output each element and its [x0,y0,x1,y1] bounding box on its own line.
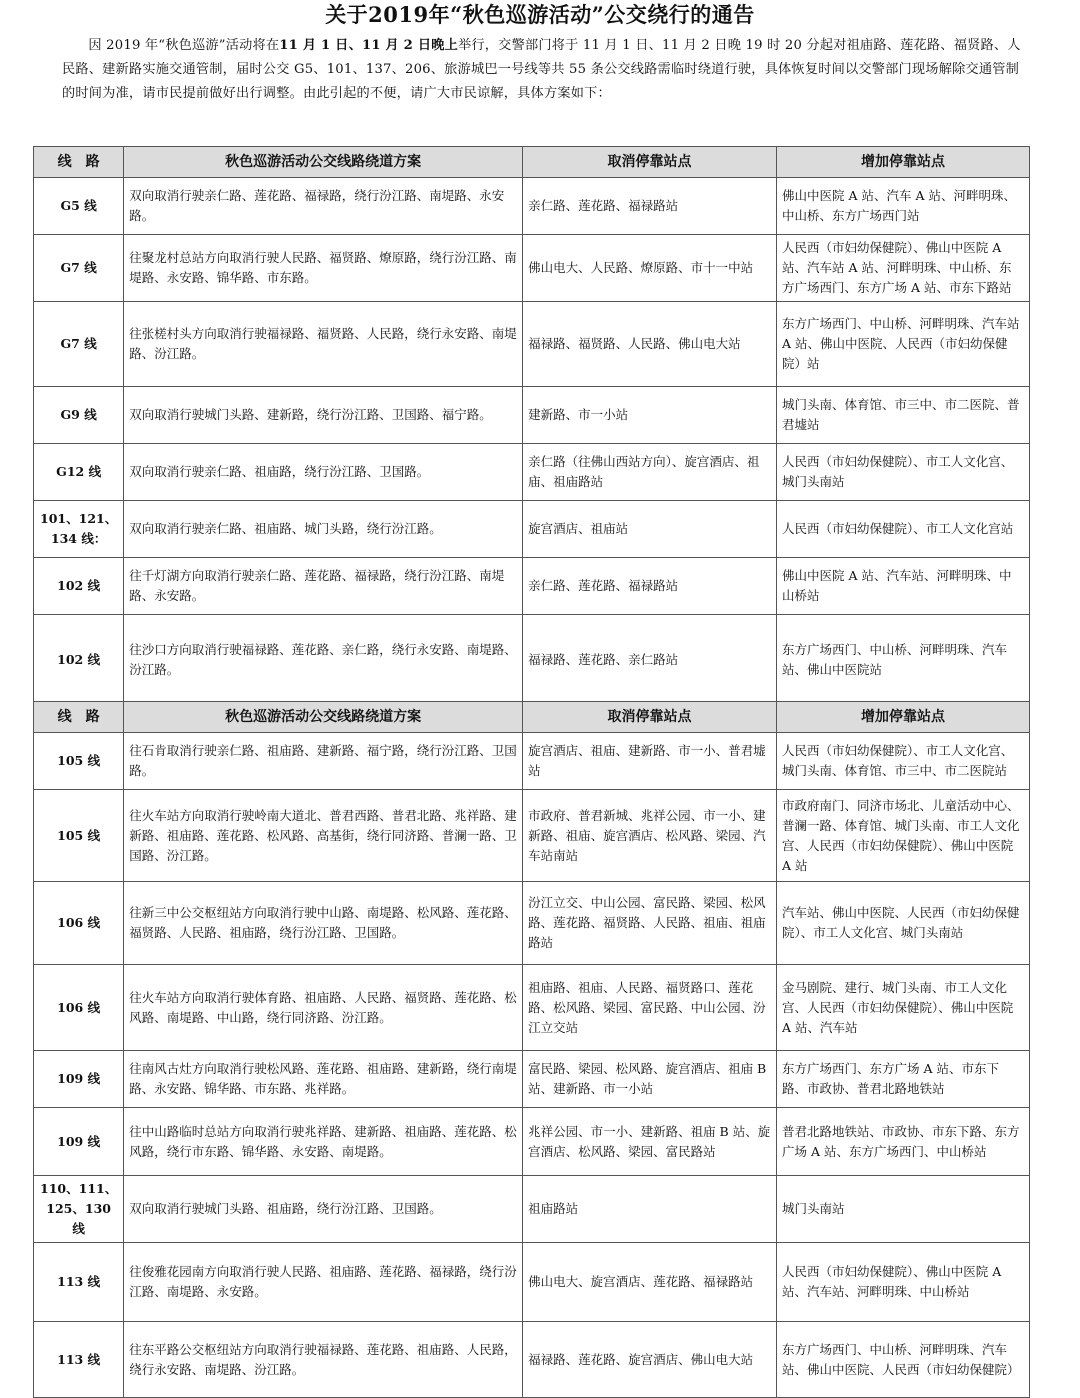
line-cell: 110、111、125、130 线 [34,1176,124,1243]
cancel-stops-cell: 佛山电大、人民路、燎原路、市十一中站 [523,235,777,302]
table-row [34,235,1030,302]
table-row [34,302,1030,387]
cancel-stops-cell: 祖庙路、祖庙、人民路、福贤路口、莲花路、松风路、梁园、富民路、中山公园、汾江立交站 [523,965,777,1051]
detour-table-1 [33,146,1030,705]
add-stops-cell: 城门头南站 [777,1176,1030,1243]
add-stops-cell: 佛山中医院 A 站、汽车站、河畔明珠、中山桥站 [777,558,1030,615]
header-cancel: 取消停靠站点 [523,147,777,178]
cancel-stops-cell: 福禄路、福贤路、人民路、佛山电大站 [523,302,777,387]
header-route: 秋色巡游活动公交线路绕道方案 [124,147,523,178]
route-cell: 往新三中公交枢纽站方向取消行驶中山路、南堤路、松风路、莲花路、福贤路、人民路、祖庙路，绕行汾江路、卫国路。 [124,882,523,965]
cancel-stops-cell: 祖庙路站 [523,1176,777,1243]
route-cell: 往沙口方向取消行驶福禄路、莲花路、亲仁路，绕行永安路、南堤路、汾江路。 [124,615,523,705]
add-stops-cell: 人民西（市妇幼保健院）、佛山中医院 A 站、汽车站 A 站、河畔明珠、中山桥、东方广场西门、东方广场 A 站、市东下路站 [777,235,1030,302]
cancel-stops-cell: 市政府、普君新城、兆祥公园、市一小、建新路、祖庙、旋宫酒店、松风路、梁园、汽车站南站 [523,790,777,882]
add-stops-cell: 金马剧院、建行、城门头南、市工人文化宫、人民西（市妇幼保健院）、佛山中医院 A 站、汽车站 [777,965,1030,1051]
line-cell: G9 线 [34,387,124,444]
route-cell: 双向取消行驶城门头路、建新路，绕行汾江路、卫国路、福宁路。 [124,387,523,444]
intro-text-bold: 11 月 1 日、11 月 2 日晚上 [279,38,459,53]
line-cell: 102 线 [34,615,124,705]
table-header-row [34,147,1030,178]
cancel-stops-cell: 旋宫酒店、祖庙、建新路、市一小、普君墟站 [523,733,777,790]
table-row [34,615,1030,705]
line-cell: 106 线 [34,965,124,1051]
route-cell: 往南风古灶方向取消行驶松风路、莲花路、祖庙路、建新路，绕行南堤路、永安路、锦华路、市东路、兆祥路。 [124,1051,523,1108]
route-cell: 双向取消行驶城门头路、祖庙路，绕行汾江路、卫国路。 [124,1176,523,1243]
route-cell: 往张槎村头方向取消行驶福禄路、福贤路、人民路，绕行永安路、南堤路、汾江路。 [124,302,523,387]
table-row [34,444,1030,501]
table-header-row [34,702,1030,733]
table-row [34,965,1030,1051]
table-row [34,733,1030,790]
route-cell: 双向取消行驶亲仁路、莲花路、福禄路，绕行汾江路、南堤路、永安路。 [124,178,523,235]
add-stops-cell: 人民西（市妇幼保健院）、市工人文化宫站 [777,501,1030,558]
cancel-stops-cell: 亲仁路、莲花路、福禄路站 [523,178,777,235]
line-cell: 101、121、134 线： [34,501,124,558]
cancel-stops-cell: 建新路、市一小站 [523,387,777,444]
add-stops-cell: 东方广场西门、中山桥、河畔明珠、汽车站、佛山中医院站 [777,615,1030,705]
route-cell: 双向取消行驶亲仁路、祖庙路、城门头路，绕行汾江路。 [124,501,523,558]
table-row [34,1243,1030,1322]
line-cell: 106 线 [34,882,124,965]
table-row [34,1108,1030,1176]
cancel-stops-cell: 亲仁路（往佛山西站方向）、旋宫酒店、祖庙、祖庙路站 [523,444,777,501]
add-stops-cell: 人民西（市妇幼保健院）、市工人文化宫、城门头南站 [777,444,1030,501]
cancel-stops-cell: 汾江立交、中山公园、富民路、梁园、松风路、莲花路、福贤路、人民路、祖庙、祖庙路站 [523,882,777,965]
line-cell: G7 线 [34,235,124,302]
line-cell: 109 线 [34,1108,124,1176]
header-line: 线 路 [34,702,124,733]
route-cell: 往东平路公交枢纽站方向取消行驶福禄路、莲花路、祖庙路、人民路，绕行永安路、南堤路、汾江路。 [124,1322,523,1398]
add-stops-cell: 汽车站、佛山中医院、人民西（市妇幼保健院）、市工人文化宫、城门头南站 [777,882,1030,965]
add-stops-cell: 东方广场西门、中山桥、河畔明珠、汽车站、佛山中医院、人民西（市妇幼保健院） [777,1322,1030,1398]
cancel-stops-cell: 兆祥公园、市一小、建新路、祖庙 B 站、旋宫酒店、松风路、梁园、富民路站 [523,1108,777,1176]
notice-title: 关于2019年“秋色巡游活动”公交绕行的通告 [325,2,755,27]
table-row [34,1322,1030,1398]
header-cancel: 取消停靠站点 [523,702,777,733]
line-cell: G12 线 [34,444,124,501]
header-add: 增加停靠站点 [777,702,1030,733]
add-stops-cell: 佛山中医院 A 站、汽车 A 站、河畔明珠、中山桥、东方广场西门站 [777,178,1030,235]
add-stops-cell: 东方广场西门、中山桥、河畔明珠、汽车站 A 站、佛山中医院、人民西（市妇幼保健院）站 [777,302,1030,387]
cancel-stops-cell: 富民路、梁园、松风路、旋宫酒店、祖庙 B 站、建新路、市一小站 [523,1051,777,1108]
route-cell: 往千灯湖方向取消行驶亲仁路、莲花路、福禄路，绕行汾江路、南堤路、永安路。 [124,558,523,615]
add-stops-cell: 人民西（市妇幼保健院）、市工人文化宫、城门头南、体育馆、市三中、市二医院站 [777,733,1030,790]
detour-table-2 [33,701,1030,1398]
route-cell: 往火车站方向取消行驶体育路、祖庙路、人民路、福贤路、莲花路、松风路、南堤路、中山路，绕行同济路、汾江路。 [124,965,523,1051]
add-stops-cell: 东方广场西门、东方广场 A 站、市东下路、市政协、普君北路地铁站 [777,1051,1030,1108]
cancel-stops-cell: 佛山电大、旋宫酒店、莲花路、福禄路站 [523,1243,777,1322]
intro-text-b: 举行，交警部门将于 11 月 1 日、11 月 2 日晚 19 时 20 分起对祖庙路、莲花路、福贤路、人民路、建新路实施交通管制，届时公交 G5、101、137、206、旅游城巴一号线等共 55 条公交线路需临时绕道行驶，具体恢复时间以交警部门现场解除交通管制的时间为准，请市民提前做好出行调整。由此引起的不便，请广大市民谅解，具体方案如下： [62,38,1021,101]
table-row [34,882,1030,965]
route-cell: 往石肯取消行驶亲仁路、祖庙路、建新路、福宁路，绕行汾江路、卫国路。 [124,733,523,790]
line-cell: 105 线 [34,790,124,882]
table-row [34,387,1030,444]
table-row [34,1176,1030,1243]
line-cell: G7 线 [34,302,124,387]
line-cell: 113 线 [34,1243,124,1322]
table-row [34,501,1030,558]
line-cell: 105 线 [34,733,124,790]
cancel-stops-cell: 福禄路、莲花路、旋宫酒店、佛山电大站 [523,1322,777,1398]
route-cell: 往聚龙村总站方向取消行驶人民路、福贤路、燎原路，绕行汾江路、南堤路、永安路、锦华路、市东路。 [124,235,523,302]
cancel-stops-cell: 亲仁路、莲花路、福禄路站 [523,558,777,615]
line-cell: 109 线 [34,1051,124,1108]
cancel-stops-cell: 福禄路、莲花路、亲仁路站 [523,615,777,705]
table-row [34,178,1030,235]
add-stops-cell: 普君北路地铁站、市政协、市东下路、东方广场 A 站、东方广场西门、中山桥站 [777,1108,1030,1176]
add-stops-cell: 市政府南门、同济市场北、儿童活动中心、普澜一路、体育馆、城门头南、市工人文化宫、人民西（市妇幼保健院）、佛山中医院 A 站 [777,790,1030,882]
route-cell: 往火车站方向取消行驶岭南大道北、普君西路、普君北路、兆祥路、建新路、祖庙路、莲花路、松风路、高基街，绕行同济路、普澜一路、卫国路、汾江路。 [124,790,523,882]
route-cell: 往中山路临时总站方向取消行驶兆祥路、建新路、祖庙路、莲花路、松风路，绕行市东路、锦华路、永安路、南堤路。 [124,1108,523,1176]
add-stops-cell: 人民西（市妇幼保健院）、佛山中医院 A 站、汽车站、河畔明珠、中山桥站 [777,1243,1030,1322]
route-cell: 双向取消行驶亲仁路、祖庙路，绕行汾江路、卫国路。 [124,444,523,501]
table-row [34,790,1030,882]
header-line: 线 路 [34,147,124,178]
add-stops-cell: 城门头南、体育馆、市三中、市二医院、普君墟站 [777,387,1030,444]
header-route: 秋色巡游活动公交线路绕道方案 [124,702,523,733]
line-cell: G5 线 [34,178,124,235]
intro-text-a: 因 2019 年“秋色巡游”活动将在 [88,38,280,53]
line-cell: 113 线 [34,1322,124,1398]
notice-intro [62,34,1022,106]
table-row [34,1051,1030,1108]
line-cell: 102 线 [34,558,124,615]
header-add: 增加停靠站点 [777,147,1030,178]
table-row [34,558,1030,615]
cancel-stops-cell: 旋宫酒店、祖庙站 [523,501,777,558]
route-cell: 往俊雅花园南方向取消行驶人民路、祖庙路、莲花路、福禄路，绕行汾江路、南堤路、永安路。 [124,1243,523,1322]
